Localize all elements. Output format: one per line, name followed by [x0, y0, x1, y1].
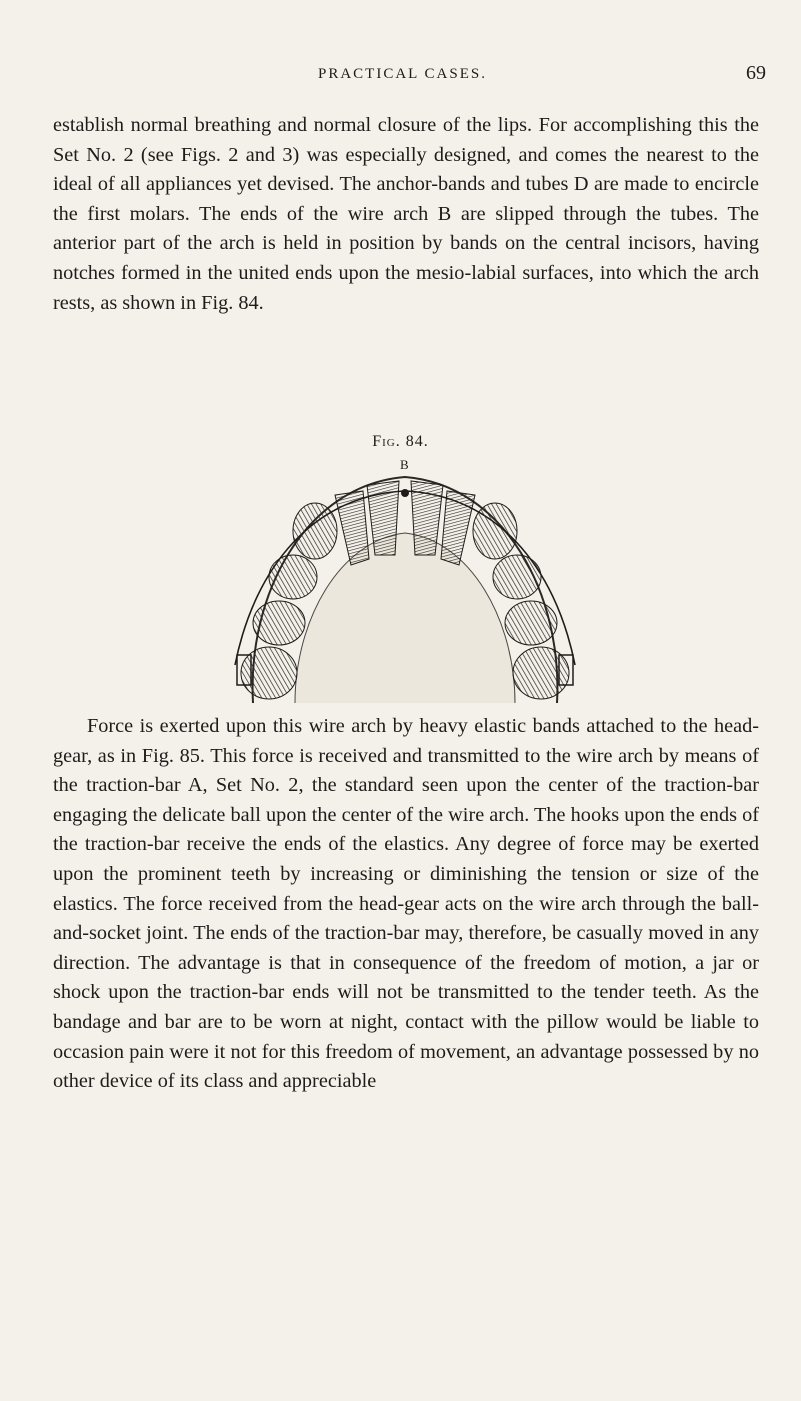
- dental-arch-illustration: [195, 455, 615, 705]
- running-title: PRACTICAL CASES.: [318, 66, 487, 82]
- wire-ball: [401, 489, 409, 497]
- page-number: 69: [746, 62, 766, 84]
- figure-label-b: B: [400, 457, 409, 472]
- dental-arch-drawing: [195, 455, 615, 705]
- running-head: [0, 62, 801, 94]
- paragraph-1: establish normal breathing and normal closure of the lips. For accomplishing this the Set No. 2 (see Figs. 2 and 3) was especially designed, and comes the nearest to the ideal of all appliances yet devised. The anchor-bands and tubes D are made to encircle the first molars. The ends of the wire arch B are slipped through the tubes. The anterior part of the arch is held in position by bands on the central incisors, having notches formed in the united ends upon the mesio-labial surfaces, into which the arch rests, as shown in Fig. 84.: [53, 114, 759, 314]
- figure-caption: Fig. 84.: [372, 433, 429, 450]
- palate: [295, 533, 515, 703]
- paragraph-2: Force is exerted upon this wire arch by heavy elastic bands attached to the head-gear, as in Fig. 85. This force is received and transmitted to the wire arch by means of the traction-bar A, Set No. 2, the standard seen upon the center of the traction-bar engaging the delicate ball upon the center of the wire arch. The hooks upon the ends of the traction-bar receive the ends of the elastics. Any degree of force may be exerted upon the prominent teeth by increasing or diminishing the tension or size of the elastics. The force received from the head-gear acts on the wire arch through the ball-and-socket joint. The ends of the traction-bar may, therefore, be casually moved in any direction. The advantage is that in consequence of the freedom of motion, a jar or shock upon the traction-bar ends will not be transmitted to the tender teeth. As the bandage and bar are to be worn at night, contact with the pillow would be liable to occasion pain were it not for this freedom of movement, an advantage possessed by no other device of its class and appreciable: [53, 715, 759, 1093]
